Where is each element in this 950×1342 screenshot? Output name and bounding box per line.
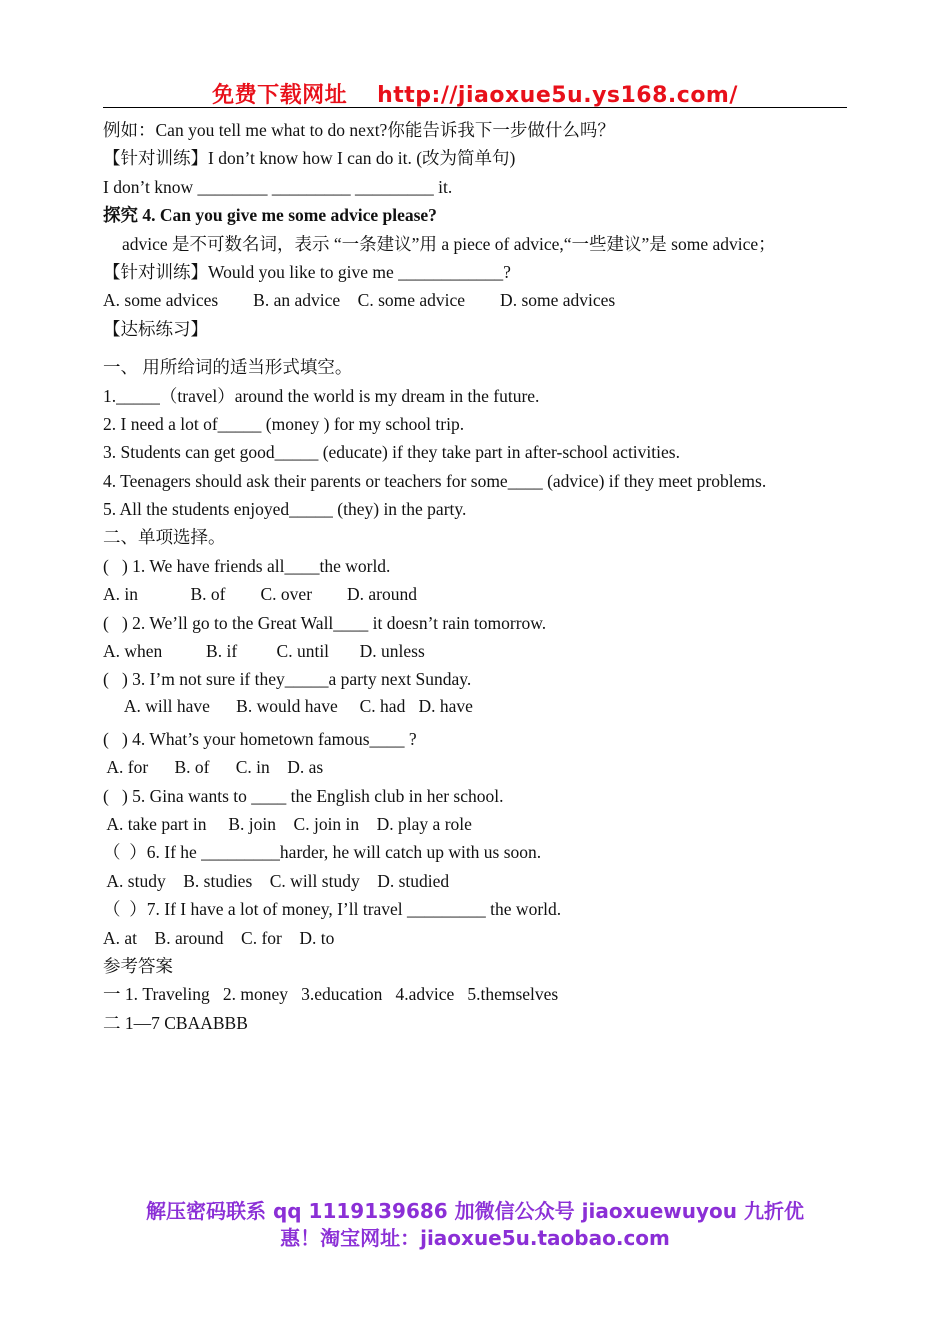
explanation-paragraph: advice 是不可数名词，表示 “一条建议”用 a piece of advice,“一些建议”是 some advice； [122,233,776,254]
practice-options: A. some advices B. an advice C. some advice D. some advices [103,290,616,311]
choice-options: A. at B. around C. for D. to [103,927,335,948]
site-header [0,78,950,109]
header-divider [103,107,847,108]
answer-heading: 参考答案 [103,955,173,976]
choice-question: （ ）6. If he _________harder, he will catch up with us soon. [103,842,542,863]
choice-question: （ ）7. If I have a lot of money, I’ll travel _________ the world. [103,899,562,920]
answer-part-two: 二 1—7 CBAABBB [103,1012,248,1033]
choice-question: ( ) 3. I’m not sure if they_____a party next Sunday. [103,669,472,690]
choice-options: A. when B. if C. until D. unless [103,641,425,662]
header-label: 免费下载网址 [212,83,348,108]
choice-options: A. take part in B. join C. join in D. play a role [103,814,472,834]
choice-question: ( ) 4. What’s your hometown famous____ ? [103,728,417,749]
header-url[interactable]: http://jiaoxue5u.ys168.com/ [377,83,738,108]
practice-question: 【针对训练】Would you like to give me ____________? [103,261,511,282]
choice-options: A. in B. of C. over D. around [103,584,418,605]
exercise-heading: 【达标练习】 [103,318,208,339]
choice-options: A. for B. of C. in D. as [103,757,324,778]
practice-instruction: 【针对训练】I don’t know how I can do it. (改为简单句) [103,148,516,169]
fill-item: 2. I need a lot of_____ (money ) for my school trip. [103,413,465,434]
footer-line-1: 解压密码联系 qq 1119139686 加微信公众号 jiaoxuewuyou 九折优 [146,1199,804,1223]
fill-item: 1._____（travel）around the world is my dream in the future. [103,385,540,406]
section-heading: 探究 4. Can you give me some advice please? [103,205,437,226]
document-body [103,116,847,1037]
fill-item: 3. Students can get good_____ (educate) if they take part in after-school activities. [103,442,680,463]
choice-options: A. study B. studies C. will study D. studied [103,870,450,891]
choice-question: ( ) 5. Gina wants to ____ the English club in her school. [103,785,504,806]
answer-part-one: 一 1. Traveling 2. money 3.education 4.advice 5.themselves [103,984,559,1005]
choice-options: A. will have B. would have C. had D. have [103,695,473,716]
part-one-title: 一、 用所给词的适当形式填空。 [103,357,353,378]
choice-question: ( ) 2. We’ll go to the Great Wall____ it doesn’t rain tomorrow. [103,612,547,633]
practice-blank: I don’t know ________ _________ _________ it. [103,176,453,197]
footer-line-2[interactable]: 惠！淘宝网址：jiaoxue5u.taobao.com [280,1226,670,1250]
choice-question: ( ) 1. We have friends all____the world. [103,555,391,576]
fill-item: 5. All the students enjoyed_____ (they) in the party. [103,499,467,520]
site-footer [0,1198,950,1252]
fill-item: 4. Teenagers should ask their parents or teachers for some____ (advice) if they meet problems. [103,470,767,491]
part-two-title: 二、单项选择。 [103,527,226,548]
example-line: 例如：Can you tell me what to do next?你能告诉我下一步做什么吗？ [103,120,615,140]
